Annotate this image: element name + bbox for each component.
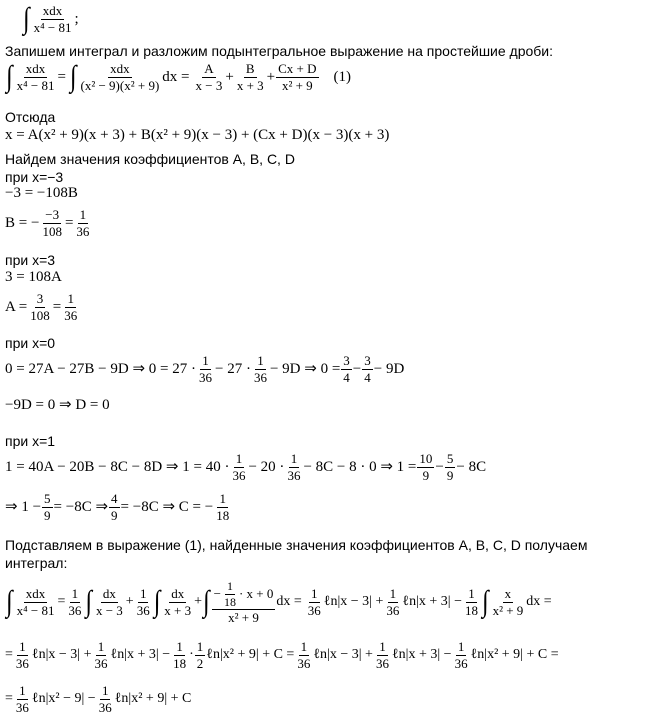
case-result-b: B = − $\frac{-3}{108}$ = $\frac{1}{36}$ <box>5 207 90 239</box>
case-result-c: ⇒ 1 − $\frac{5}{9}$ = −8C ⇒ $\frac{4}{9}$ = −8C ⇒ C = − $\frac{1}{18}$ <box>5 491 230 523</box>
case-equation: 1 = 40A − 20B − 8C − 8D ⇒ 1 = 40 · 1 36 − 20 · 1 36 − 8C − 8 · 0 ⇒ 1 = $\frac{10}{9}$ − $\frac{5}{9}$ − 8C <box>5 451 487 483</box>
case-label: при x=0 <box>5 335 56 351</box>
equation-label: (1) <box>333 68 352 85</box>
integral-sign: ∫ <box>23 2 30 36</box>
final-line-2: = $\frac{1}{36}$ ℓn|x − 3| + $\frac{1}{36}$ ℓn|x + 3| − $\frac{1}{18}$ · 1 2 ℓn|x² + 9| + C = $\frac{1}{36}$ ℓn|x − 3| + $\frac{1}{36}$ ℓn|x + 3| − $\frac{1}{36}$ ℓn|x² + 9| + C = <box>5 639 559 671</box>
case-label: при x=−3 <box>5 169 64 185</box>
task-integral: ∫ xdx x⁴ − 81 ; <box>23 2 79 36</box>
case-label: при x=3 <box>5 252 56 268</box>
substitute-text: Подставляем в выражение (1), найденные значения коэффициентов A, B, C, D получаем <box>5 537 588 553</box>
case-equation: 3 = 108A <box>5 269 62 285</box>
final-line-3: = $\frac{1}{36}$ ℓn|x² − 9| − $\frac{1}{36}$ ℓn|x² + 9| + C <box>5 683 192 715</box>
case-equation: −3 = −108B <box>5 185 78 201</box>
intro-text: Запишем интеграл и разложим подынтегральное выражение на простейшие дроби: <box>5 43 554 59</box>
fraction: xdx x⁴ − 81 <box>33 3 72 35</box>
decomposition-line: ∫ xdx x⁴ − 81 = ∫ xdx (x² − 9)(x² + 9) dx = A x − 3 + $\frac{B}{x + 3}$ + $\frac{Cx + D}{\text{x² + 9}}$ (1) <box>6 60 352 94</box>
case-label: при x=1 <box>5 433 56 449</box>
identity-line: x = A(x² + 9)(x + 3) + B(x² + 9)(x − 3) + (Cx + D)(x − 3)(x + 3) <box>5 127 390 143</box>
case-equation: 0 = 27A − 27B − 9D ⇒ 0 = 27 · 1 36 − 27 · 1 36 − 9D ⇒ 0 = $\frac{3}{4}$ − $\frac{3}{4}$ − 9D <box>5 353 405 385</box>
otsyuda-text: Отсюда <box>5 109 56 125</box>
case-result-d: −9D = 0 ⇒ D = 0 <box>5 397 110 413</box>
final-line-1: ∫ xdx x⁴ − 81 = $\frac{1}{36}$ ∫ dx x − 3 + $\frac{1}{36}$ ∫ dx x + 3 + ∫ − $\frac{1}{18}$ · x + 0 x² + 9 dx = 1 36 ℓn|x − 3| + $\frac{1}{36}$ ℓn|x + 3| − $\frac{1}{18}$ ∫ x x² + 9 dx = <box>6 579 552 626</box>
substitute-text-2: интеграл: <box>5 555 68 571</box>
find-coeffs-text: Найдем значения коэффициентов A, B, C, D <box>5 151 295 167</box>
case-result-a: A = $\frac{3}{108}$ = $\frac{1}{36}$ <box>5 291 78 323</box>
